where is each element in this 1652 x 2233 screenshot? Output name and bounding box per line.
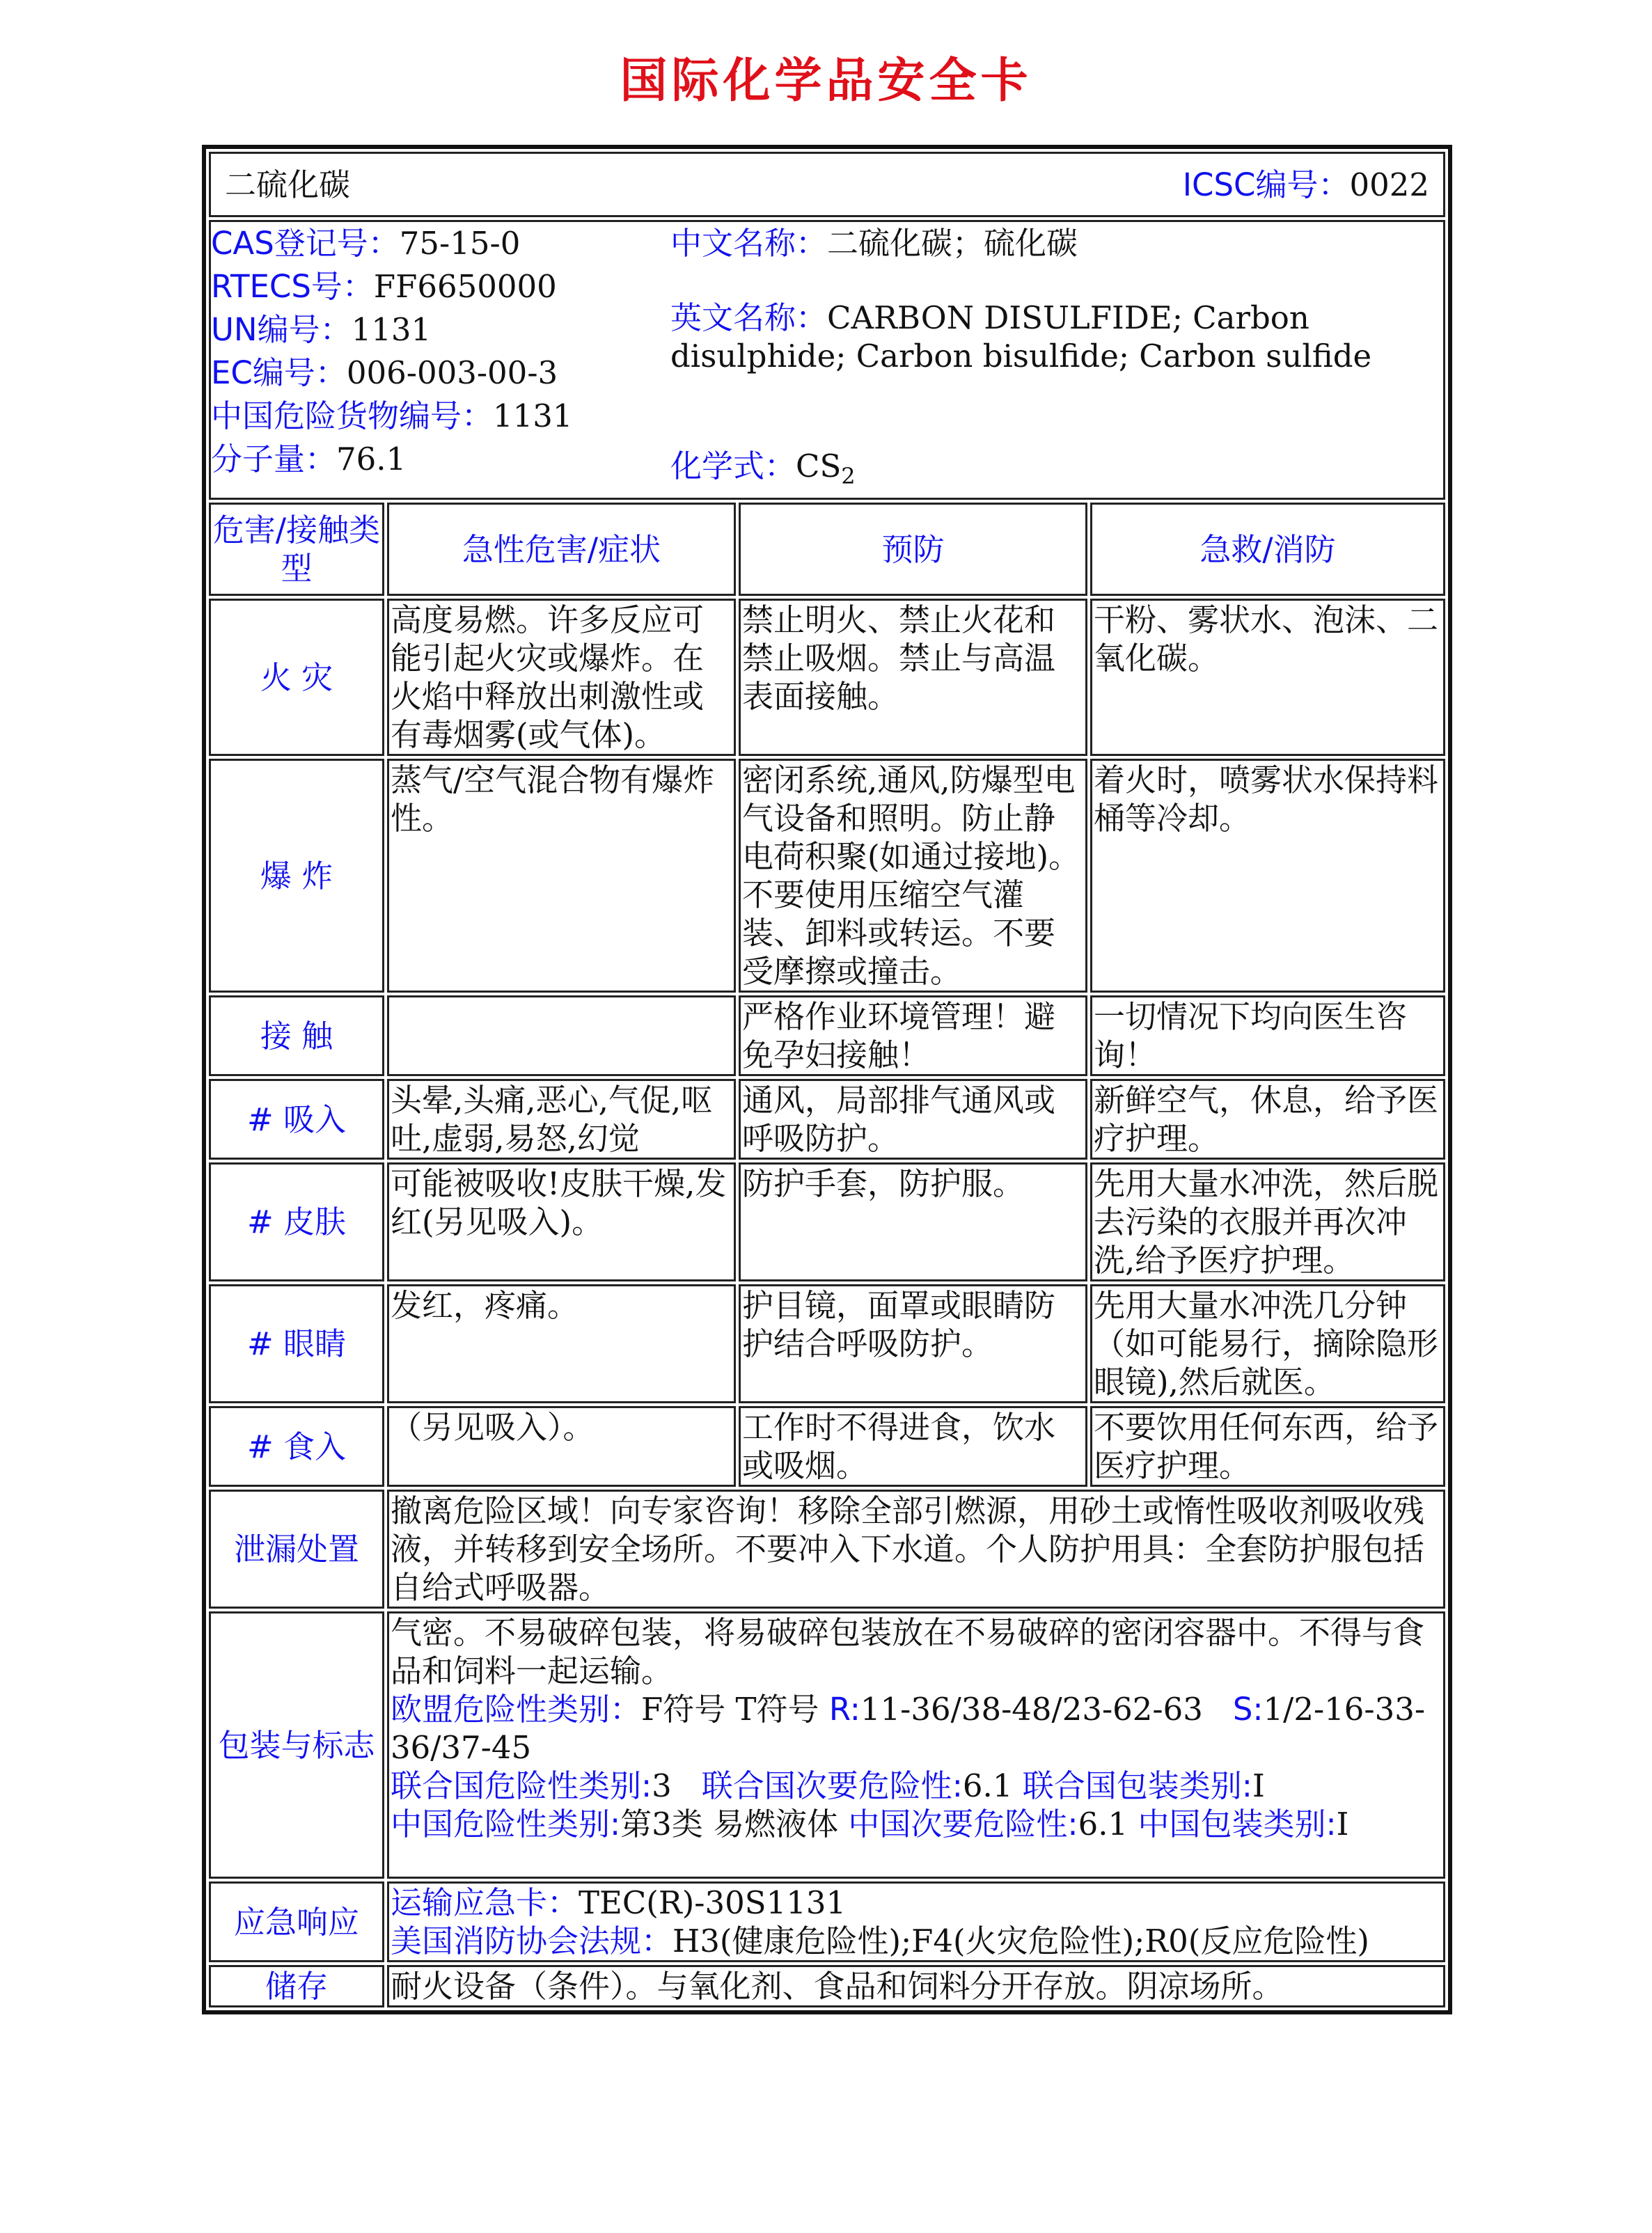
rtecs-label: RTECS号： <box>211 268 374 305</box>
hazard-prevention: 密闭系统,通风,防爆型电气设备和照明。防止静电荷积聚(如通过接地)。不要使用压缩空气灌装、卸料或转运。不要受摩擦或撞击。 <box>739 759 1087 993</box>
hazard-row <box>209 1162 1445 1281</box>
col-header-type: 危害/接触类型 <box>209 503 384 596</box>
r-value: 11-36/38-48/23-62-63 <box>860 1691 1203 1728</box>
hazard-symptoms: 高度易燃。许多反应可能引起火灾或爆炸。在火焰中释放出刺激性或有毒烟雾(或气体)。 <box>387 599 736 756</box>
card-table <box>206 149 1448 2010</box>
packaging-label: 包装与标志 <box>209 1611 384 1879</box>
emergency-cell <box>387 1881 1445 1962</box>
cn-pack-label: 中国包装类别: <box>1138 1806 1337 1843</box>
packaging-row <box>209 1611 1445 1879</box>
hazard-prevention: 通风，局部排气通风或呼吸防护。 <box>739 1079 1087 1160</box>
col-header-prevention: 预防 <box>739 503 1087 596</box>
un-pack-value: I <box>1252 1767 1265 1804</box>
un-label: UN编号： <box>211 311 352 348</box>
un-sub-value: 6.1 <box>962 1767 1013 1804</box>
hazard-firstaid: 干粉、雾状水、泡沫、二氧化碳。 <box>1090 599 1445 756</box>
mw-label: 分子量： <box>211 441 337 478</box>
hazard-prevention: 禁止明火、禁止火花和禁止吸烟。禁止与高温表面接触。 <box>739 599 1087 756</box>
hazard-type: 接 触 <box>209 995 384 1076</box>
icsc-label: ICSC编号： <box>1182 166 1350 203</box>
leak-text: 撤离危险区域！向专家咨询！移除全部引燃源，用砂土或惰性吸收剂吸收残液，并转移到安全场所。不要冲入下水道。个人防护用具：全套防护服包括自给式呼吸器。 <box>387 1490 1445 1609</box>
chemical-name: 二硫化碳 <box>225 166 351 203</box>
eu-class-label: 欧盟危险性类别： <box>391 1691 642 1728</box>
leak-label: 泄漏处置 <box>209 1490 384 1609</box>
hazard-symptoms: 蒸气/空气混合物有爆炸性。 <box>387 759 736 993</box>
hazard-firstaid: 不要饮用任何东西，给予医疗护理。 <box>1090 1406 1445 1487</box>
packaging-cell <box>387 1611 1445 1879</box>
cn-name-label: 中文名称： <box>670 225 828 262</box>
identification-row <box>209 220 1445 500</box>
cn-dg-label: 中国危险货物编号： <box>211 397 494 434</box>
hazard-firstaid: 一切情况下均向医生咨询！ <box>1090 995 1445 1076</box>
hazard-symptoms: （另见吸入）。 <box>387 1406 736 1487</box>
s-label: S: <box>1232 1691 1264 1728</box>
hazard-row <box>209 1406 1445 1487</box>
nfpa-value: H3(健康危险性);F4(火灾危险性);R0(反应危险性) <box>672 1923 1369 1959</box>
mw-value: 76.1 <box>336 441 407 478</box>
cn-dg-value: 1131 <box>493 397 573 434</box>
transport-card-label: 运输应急卡： <box>391 1884 579 1921</box>
hazard-firstaid: 新鲜空气，休息，给予医疗护理。 <box>1090 1079 1445 1160</box>
cn-sub-value: 6.1 <box>1078 1806 1128 1843</box>
un-value: 1131 <box>351 311 432 348</box>
formula-subscript: 2 <box>841 463 856 489</box>
emergency-row <box>209 1881 1445 1962</box>
identification-cell <box>209 220 1445 500</box>
hazard-prevention: 工作时不得进食，饮水或吸烟。 <box>739 1406 1087 1487</box>
safety-card <box>202 145 1452 2014</box>
cas-value: 75-15-0 <box>399 225 521 262</box>
hazard-type: 火 灾 <box>209 599 384 756</box>
hazard-type: 爆 炸 <box>209 759 384 993</box>
header-row <box>209 152 1445 217</box>
hazard-row <box>209 1284 1445 1403</box>
un-class-value: 3 <box>652 1767 672 1804</box>
packaging-text: 气密。不易破碎包装，将易破碎包装放在不易破碎的密闭容器中。不得与食品和饲料一起运输。 <box>391 1614 1425 1689</box>
un-class-label: 联合国危险性类别: <box>391 1767 652 1804</box>
header-cell <box>209 152 1445 217</box>
formula-value: CS <box>796 448 842 484</box>
en-name-label: 英文名称： <box>670 299 828 336</box>
cn-sub-label: 中国次要危险性: <box>848 1806 1078 1843</box>
nfpa-label: 美国消防协会法规： <box>391 1923 673 1959</box>
hazard-prevention: 防护手套，防护服。 <box>739 1162 1087 1281</box>
hazard-type: # 眼睛 <box>209 1284 384 1403</box>
hazard-type: # 皮肤 <box>209 1162 384 1281</box>
hazard-type: # 食入 <box>209 1406 384 1487</box>
cn-class-label: 中国危险性类别: <box>391 1806 621 1843</box>
hazard-prevention: 严格作业环境管理！避免孕妇接触！ <box>739 995 1087 1076</box>
hazard-symptoms: 发红，疼痛。 <box>387 1284 736 1403</box>
eu-class-value: F符号 T符号 <box>641 1691 829 1728</box>
hazard-row <box>209 759 1445 993</box>
cn-class-value: 第3类 易燃液体 <box>620 1806 839 1843</box>
cn-name-value: 二硫化碳；硫化碳 <box>827 225 1078 262</box>
un-pack-label: 联合国包装类别: <box>1022 1767 1252 1804</box>
column-header-row <box>209 503 1445 596</box>
hazard-prevention: 护目镜，面罩或眼睛防护结合呼吸防护。 <box>739 1284 1087 1403</box>
storage-text: 耐火设备（条件）。与氧化剂、食品和饲料分开存放。阴凉场所。 <box>387 1965 1445 2007</box>
col-header-symptoms: 急性危害/症状 <box>387 503 736 596</box>
un-sub-label: 联合国次要危险性: <box>701 1767 963 1804</box>
page-title: 国际化学品安全卡 <box>620 54 1032 109</box>
ec-label: EC编号： <box>211 354 347 391</box>
hazard-symptoms: 可能被吸收!皮肤干燥,发红(另见吸入)。 <box>387 1162 736 1281</box>
hazard-type: # 吸入 <box>209 1079 384 1160</box>
r-label: R: <box>828 1691 860 1728</box>
cas-label: CAS登记号： <box>211 225 400 262</box>
hazard-row <box>209 995 1445 1076</box>
cn-pack-value: I <box>1336 1806 1349 1843</box>
hazard-firstaid: 先用大量水冲洗，然后脱去污染的衣服并再次冲洗,给予医疗护理。 <box>1090 1162 1445 1281</box>
col-header-firstaid: 急救/消防 <box>1090 503 1445 596</box>
formula-label: 化学式： <box>670 448 796 484</box>
hazard-rows <box>209 599 1445 1487</box>
en-name-value: CARBON DISULFIDE; Carbon disulphide; Carbon bisulfide; Carbon sulfide <box>670 299 1372 374</box>
hazard-firstaid: 着火时，喷雾状水保持料桶等冷却。 <box>1090 759 1445 993</box>
hazard-firstaid: 先用大量水冲洗几分钟（如可能易行，摘除隐形眼镜),然后就医。 <box>1090 1284 1445 1403</box>
s-value: 1/2-16-33-36/37-45 <box>391 1691 1426 1766</box>
rtecs-value: FF6650000 <box>373 268 557 305</box>
hazard-row <box>209 599 1445 756</box>
hazard-symptoms <box>387 995 736 1076</box>
storage-row <box>209 1965 1445 2007</box>
icsc-value: 0022 <box>1349 166 1429 203</box>
hazard-symptoms: 头晕,头痛,恶心,气促,呕吐,虚弱,易怒,幻觉 <box>387 1079 736 1160</box>
leak-row <box>209 1490 1445 1609</box>
ec-value: 006-003-00-3 <box>346 354 558 391</box>
transport-card-value: TEC(R)-30S1131 <box>579 1884 847 1921</box>
hazard-row <box>209 1079 1445 1160</box>
emergency-label: 应急响应 <box>209 1881 384 1962</box>
storage-label: 储存 <box>209 1965 384 2007</box>
